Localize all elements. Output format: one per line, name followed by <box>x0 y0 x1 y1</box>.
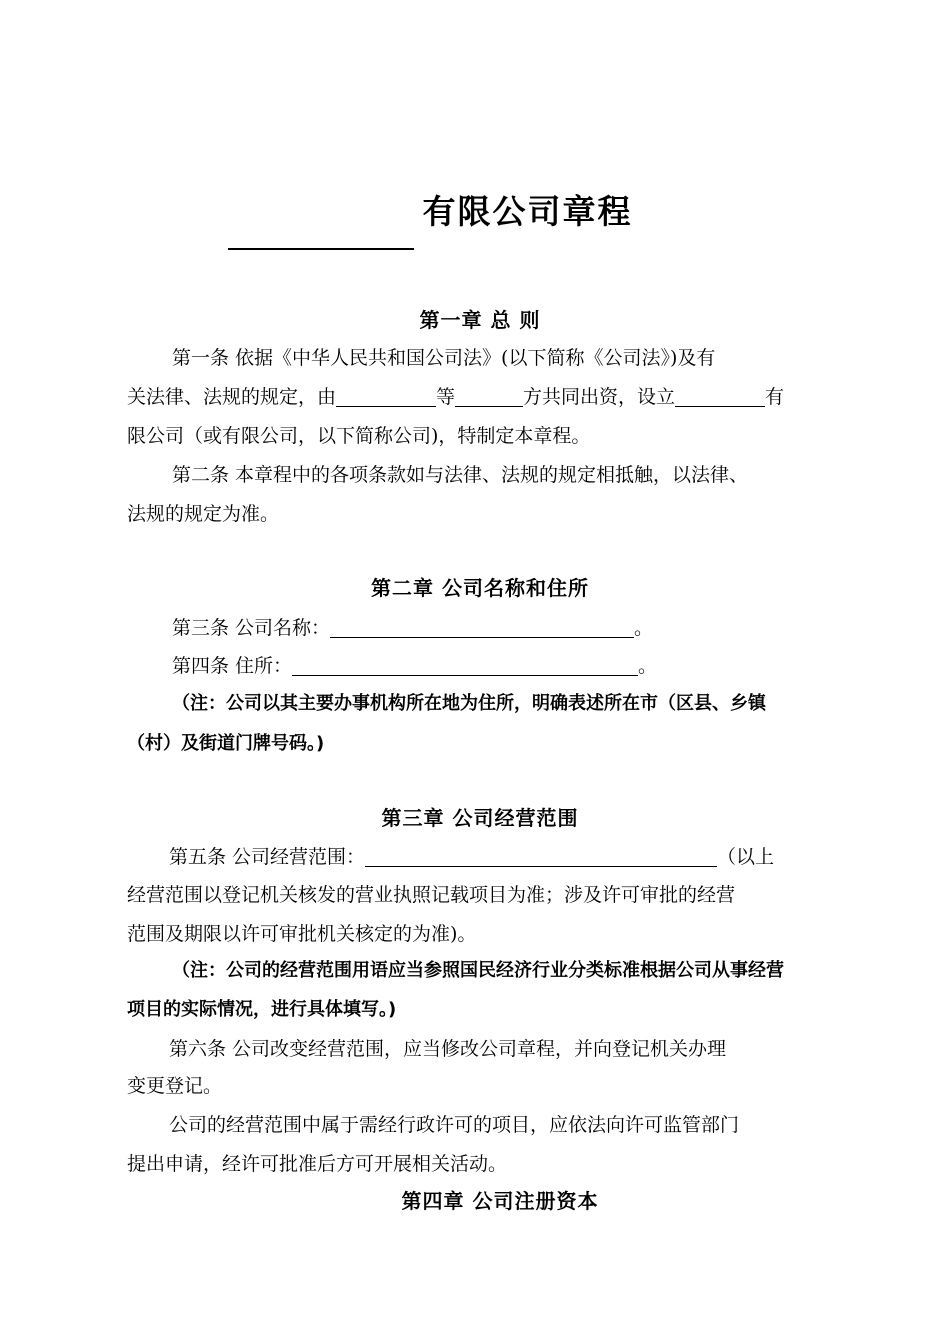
chapter3-note-line1: （注：公司的经营范围用语应当参照国民经济行业分类标准根据公司从事经营 <box>172 960 784 981</box>
article1-text-c: 方共同出资，设立 <box>523 386 676 408</box>
business-scope-field[interactable] <box>365 844 717 867</box>
article4-line <box>172 651 657 681</box>
chapter2-heading: 第二章 公司名称和住所 <box>371 576 589 600</box>
article3-line <box>172 613 653 643</box>
party-count-blank[interactable] <box>455 384 523 407</box>
article1-text-b: 等 <box>436 386 456 408</box>
chapter4-heading: 第四章 公司注册资本 <box>401 1189 599 1213</box>
article5-line3: 范围及期限以许可审批机关核定的为准)。 <box>127 923 477 945</box>
article3-label: 第三条 公司名称： <box>172 617 331 639</box>
chapter3-para-line1: 公司的经营范围中属于需经行政许可的项目，应依法向许可监管部门 <box>169 1114 740 1136</box>
document-title: 有限公司章程 <box>422 192 633 231</box>
article1-text-d: 有 <box>765 386 785 408</box>
company-name-blank[interactable] <box>228 248 414 250</box>
chapter3-note-line2: 项目的实际情况，进行具体填写。) <box>127 999 397 1020</box>
shareholder-blank[interactable] <box>336 384 436 407</box>
article1-text-a: 关法律、法规的规定，由 <box>127 386 337 408</box>
chapter2-note-line2: （村）及街道门牌号码。) <box>127 733 325 754</box>
address-field[interactable] <box>292 653 638 676</box>
article2-line1: 第二条 本章程中的各项条款如与法律、法规的规定相抵触，以法律、 <box>172 464 749 486</box>
article5-tail: （以上 <box>717 846 775 868</box>
article1-line1: 第一条 依据《中华人民共和国公司法》(以下简称《公司法》)及有 <box>172 347 716 369</box>
article5-line2: 经营范围以登记机关核发的营业执照记载项目为准；涉及许可审批的经营 <box>127 884 736 906</box>
chapter3-para-line2: 提出申请，经许可批准后方可开展相关活动。 <box>127 1153 508 1175</box>
article5-line1 <box>169 842 774 872</box>
article2-line2: 法规的规定为准。 <box>127 503 280 525</box>
article6-line1: 第六条 公司改变经营范围，应当修改公司章程，并向登记机关办理 <box>169 1038 727 1060</box>
article6-line2: 变更登记。 <box>127 1075 223 1097</box>
chapter3-heading: 第三章 公司经营范围 <box>381 806 579 830</box>
company-name-field[interactable] <box>330 615 634 638</box>
chapter1-heading: 第一章 总 则 <box>419 308 541 332</box>
company-blank[interactable] <box>675 384 765 407</box>
article5-label: 第五条 公司经营范围： <box>169 846 366 868</box>
article1-line2 <box>127 382 784 412</box>
article3-end: 。 <box>634 617 654 639</box>
article1-line3: 限公司（或有限公司，以下简称公司)，特制定本章程。 <box>127 425 591 447</box>
article4-end: 。 <box>638 655 658 677</box>
chapter2-note-line1: （注：公司以其主要办事机构所在地为住所，明确表述所在市（区县、乡镇 <box>172 693 766 714</box>
article4-label: 第四条 住所： <box>172 655 293 677</box>
